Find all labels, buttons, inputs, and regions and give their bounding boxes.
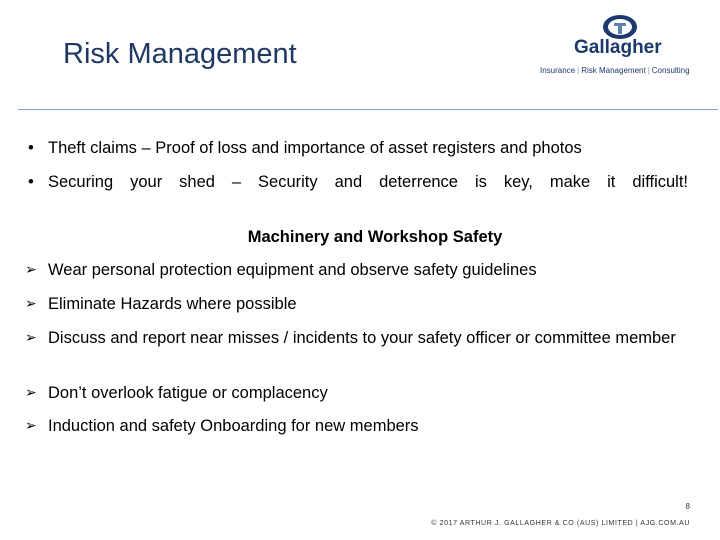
section-subheading: Machinery and Workshop Safety [247,228,503,246]
header-divider [18,109,718,110]
bullet-dot-icon: • [28,139,34,157]
logo-wordmark: Gallagher [574,37,662,58]
tagline-consulting: Consulting [651,66,690,75]
slide-title: Risk Management [63,38,297,70]
arrow-bullet-icon: ➢ [25,261,37,277]
arrow-bullet-icon: ➢ [25,384,37,400]
bullet-dot-icon: • [28,173,34,191]
arrow-bullet-icon: ➢ [25,329,37,345]
tagline-risk-management: Risk Management [581,66,646,75]
arrow-bullet-icon: ➢ [25,417,37,433]
footer-copyright: © 2017 ARTHUR J. GALLAGHER & CO (AUS) LIMITED | AJG.COM.AU [431,520,690,527]
tagline-insurance: Insurance [540,66,576,75]
gallagher-logo [538,14,703,80]
page-number: 8 [685,502,690,511]
arrow-bullet-icon: ➢ [25,295,37,311]
logo-tagline: Insurance | Risk Management | Consulting [540,66,690,75]
